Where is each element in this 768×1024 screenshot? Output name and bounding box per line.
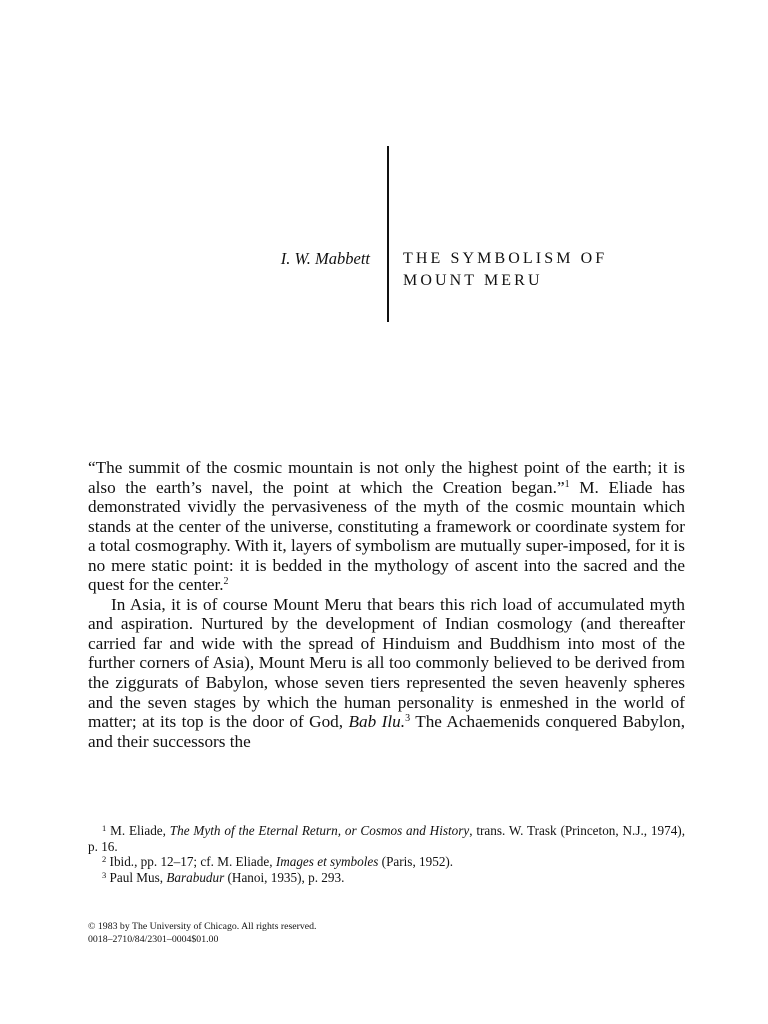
footnote-3-text-b: (Hanoi, 1935), p. 293. [224, 869, 345, 885]
footnote-ref-1: 1 [564, 478, 570, 490]
paragraph-1-text-b: M. Eliade has demonstrated vividly the pervasiveness of the myth of the cosmic mountain which stands at the center of the universe, constituting a framework or coordinate system for a total cosmography. With it, layers of symbolism are mutually super-imposed, for it is no mere static point: it is bedded in the mythology of ascent into the sacred and the quest for the center. [88, 477, 685, 595]
footnote-ref-3: 3 [405, 713, 411, 725]
footnote-3-text-a: Paul Mus, [106, 869, 167, 885]
footnote-2-number: 2 [102, 854, 107, 864]
copyright-line: © 1983 by The University of Chicago. All rights reserved. [88, 921, 317, 932]
article-title [403, 248, 607, 292]
paragraph-2 [88, 595, 685, 751]
footnote-1-number: 1 [102, 823, 107, 833]
footnote-2-text-a: Ibid., pp. 12–17; cf. M. Eliade, [106, 854, 276, 869]
vertical-rule [387, 146, 389, 322]
footnote-3-number: 3 [102, 869, 107, 880]
paragraph-1 [88, 458, 685, 595]
body-text [88, 458, 685, 751]
footnote-3-italic: Barabudur [166, 869, 225, 885]
footnote-1-italic: The Myth of the Eternal Return, or Cosmos and History [169, 823, 470, 838]
footnotes [88, 823, 685, 885]
paragraph-2-italic: Bab Ilu. [348, 712, 406, 732]
footnote-2 [88, 854, 685, 870]
issn-line: 0018–2710/84/2301–0004$01.00 [88, 933, 219, 945]
paragraph-2-text-b: The Achaemenids conquered Babylon, and their successors the [88, 712, 685, 751]
footnote-2-italic: Images et symboles [275, 854, 379, 869]
footnote-ref-2: 2 [223, 576, 229, 588]
footnote-2-text-b: (Paris, 1952). [378, 854, 454, 869]
footnote-3 [88, 870, 685, 886]
paragraph-1-text-a: “The summit of the cosmic mountain is not only the highest point of the earth; it is also the earth’s navel, the point at which the Creation began.” [88, 458, 685, 497]
copyright-notice [88, 921, 316, 946]
author-name: I. W. Mabbett [280, 249, 370, 268]
article-title-line-1: THE SYMBOLISM OF [403, 250, 608, 267]
title-block [0, 0, 768, 330]
footnote-1 [88, 823, 685, 854]
footnote-1-text-b: , trans. W. Trask (Princeton, N.J., 1974), p. 16. [88, 823, 685, 854]
article-title-line-2: MOUNT MERU [403, 272, 543, 289]
footnote-1-text-a: M. Eliade, [106, 823, 170, 838]
paragraph-2-text-a: In Asia, it is of course Mount Meru that bears this rich load of accumulated myth and aspiration. Nurtured by the development of Indian cosmology (and thereafter carried far and wide with the spread of Hinduism and Buddhism into most of the further corners of Asia), Mount Meru is all too commonly believed to be derived from the ziggurats of Babylon, whose seven tiers represented the seven heavenly spheres and the seven stages by which the human personality is enmeshed in the world of matter; at its top is the door of God, [88, 594, 685, 732]
